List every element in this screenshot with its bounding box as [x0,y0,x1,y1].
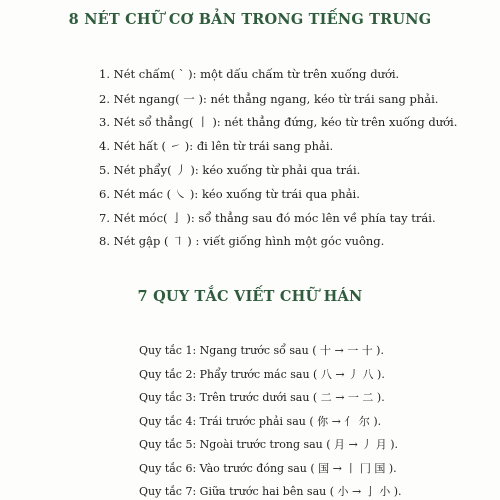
stroke-item-2: 2. Nét ngang( 一 ): nét thẳng ngang, kéo từ trái sang phải. [99,92,439,106]
rule-item-4: Quy tắc 4: Trái trước phải sau ( 你 → 亻 尔 ). [139,415,382,428]
rule-item-1: Quy tắc 1: Ngang trước sổ sau ( 十 → 一 十 ). [139,344,384,357]
stroke-item-5: 5. Nét phẩy( 丿 ): kéo xuống từ phải qua trái. [99,163,361,177]
rule-item-7: Quy tắc 7: Giữa trước hai bên sau ( 小 → 亅 小 ). [139,485,402,498]
stroke-item-1: 1. Nét chấm( ˋ ): một dấu chấm từ trên xuống dưới. [99,67,400,81]
section-title-writing-rules: 7 QUY TẮC VIẾT CHỮ HÁN [137,288,363,305]
stroke-item-4: 4. Nét hất ( ㇀ ): đi lên từ trái sang phải. [99,139,334,153]
rule-item-3: Quy tắc 3: Trên trước dưới sau ( 二 → 一 二 ). [139,391,385,404]
rule-item-6: Quy tắc 6: Vào trước đóng sau ( 国 → 丨 冂 国 ). [139,462,397,475]
stroke-item-3: 3. Nét sổ thẳng( 丨 ): nét thẳng đứng, kéo từ trên xuống dưới. [99,115,458,129]
rule-item-2: Quy tắc 2: Phẩy trước mác sau ( 八 → 丿 八 ). [139,368,385,381]
stroke-item-7: 7. Nét móc( 亅 ): sổ thẳng sau đó móc lên về phía tay trái. [99,211,436,225]
stroke-item-8: 8. Nét gập ( ㇕ ) : viết giống hình một góc vuông. [99,234,385,248]
rule-item-5: Quy tắc 5: Ngoài trước trong sau ( 月 → 丿 月 ). [139,438,399,451]
section-title-basic-strokes: 8 NÉT CHỮ CƠ BẢN TRONG TIẾNG TRUNG [68,11,432,28]
stroke-item-6: 6. Nét mác ( ㇏ ): kéo xuống từ trái qua phải. [99,187,360,201]
